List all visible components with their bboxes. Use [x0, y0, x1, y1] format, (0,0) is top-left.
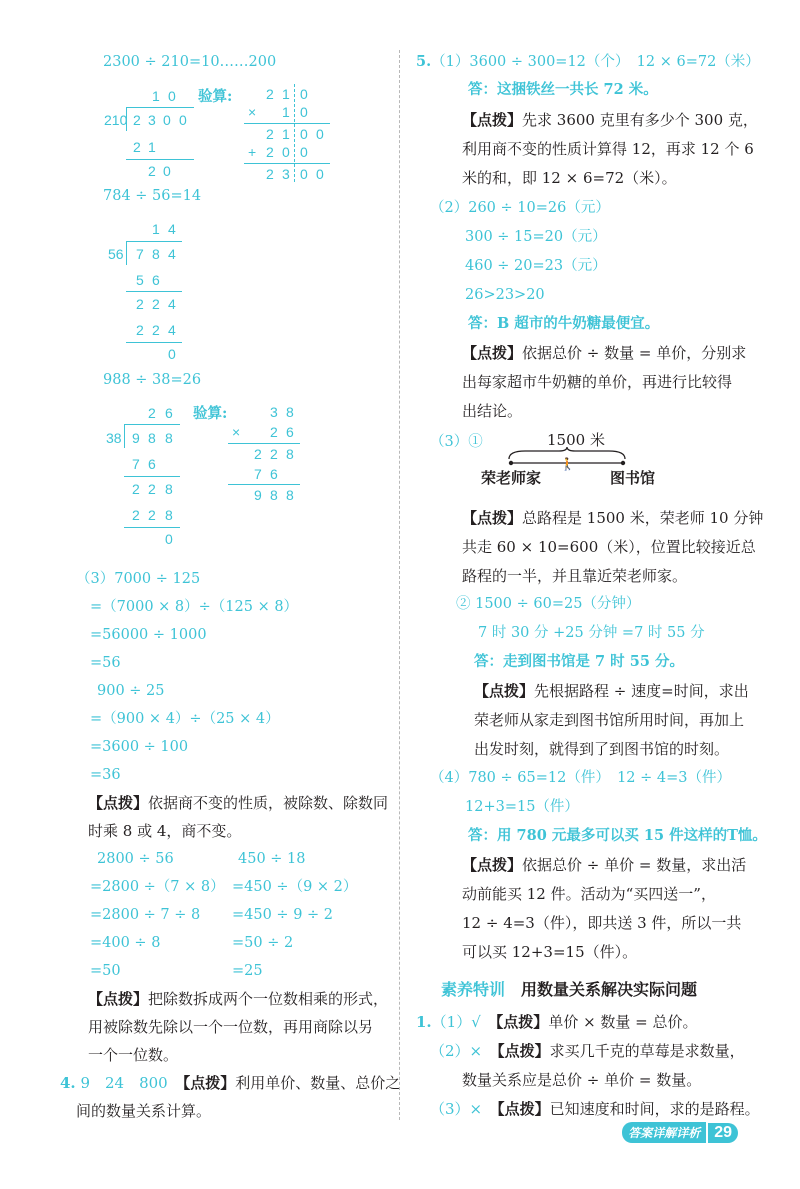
q5-4-line2: 12+3=15（件）	[465, 799, 579, 815]
tip-5-4: 【点拨】先根据路程 ÷ 速度=时间，求出	[474, 682, 749, 700]
diagram-home-label: 荣老师家	[481, 469, 542, 487]
part3-line4: =56	[90, 655, 121, 671]
page-footer	[622, 1122, 738, 1143]
q5-3-2-line2: 7 时 30 分 +25 分钟 =7 时 55 分	[478, 625, 705, 641]
equation-988: 988 ÷ 38=26	[103, 372, 202, 388]
part3-line7: =3600 ÷ 100	[90, 739, 189, 755]
tip-5-5-cont: 动前能买 12 件。活动为“买四送一”，	[462, 885, 716, 903]
answer-5-4: 答：用 780 元最多可以买 15 件这样的T恤。	[468, 827, 767, 844]
diagram-distance-label: 1500 米	[547, 431, 605, 449]
calc-a4: =400 ÷ 8	[90, 935, 161, 951]
tip-5-5: 【点拨】依据总价 ÷ 单价 = 数量，求出活	[462, 856, 747, 874]
q5-2-line2: 300 ÷ 15=20（元）	[465, 229, 607, 245]
calc-b5: =25	[232, 963, 263, 979]
q5-2-line3: 460 ÷ 20=23（元）	[465, 258, 607, 274]
svg-text:🚶: 🚶	[560, 457, 575, 471]
q5-2-line4: 26>23>20	[465, 287, 545, 303]
s1-item3: （3）× 【点拨】已知速度和时间，求的是路程。	[430, 1100, 760, 1118]
tip-5-3: 【点拨】总路程是 1500 米，荣老师 10 分钟	[462, 509, 764, 527]
tip-2-cont2: 一个一位数。	[88, 1046, 179, 1064]
equation-784: 784 ÷ 56=14	[103, 188, 202, 204]
part3-line1: （3）7000 ÷ 125	[76, 571, 201, 587]
tip-5-4-cont2: 出发时刻，就得到了到图书馆的时刻。	[474, 740, 730, 758]
tip-5-4-cont: 荣老师从家走到图书馆所用时间，再加上	[474, 711, 745, 729]
tip-5-2-cont2: 出结论。	[462, 402, 523, 420]
q5-4-line1: （4）780 ÷ 65=12（件） 12 ÷ 4=3（件）	[430, 770, 731, 786]
calc-b4: =50 ÷ 2	[232, 935, 294, 951]
tip-1: 【点拨】依据商不变的性质，被除数、除数同	[88, 794, 389, 812]
question-4: 4. 9 24 800 【点拨】利用单价、数量、总价之	[60, 1074, 401, 1092]
tip-5-3-cont: 共走 60 × 10=600（米），位置比较接近总	[462, 538, 756, 556]
s1-item1: 1.（1）√ 【点拨】单价 × 数量 = 总价。	[416, 1013, 698, 1031]
s1-item2: （2）× 【点拨】求买几千克的草莓是求数量，	[430, 1042, 745, 1060]
answer-5-2: 答：B 超市的牛奶糖最便宜。	[468, 315, 660, 332]
q5-3-2-line1: ② 1500 ÷ 60=25（分钟）	[456, 596, 641, 612]
tip-5-5-cont3: 可以买 12+3=15（件）。	[462, 943, 638, 961]
tip-5-3-cont2: 路程的一半，并且靠近荣老师家。	[462, 567, 688, 585]
tip-2-cont: 用被除数先除以一个一位数，再用商除以另	[88, 1018, 374, 1036]
answer-5-1: 答：这捆铁丝一共长 72 米。	[468, 81, 658, 98]
answer-5-3: 答：走到图书馆是 7 时 55 分。	[474, 653, 684, 670]
tip-5-1: 【点拨】先求 3600 克里有多少个 300 克，	[462, 111, 758, 129]
s1-item2-cont: 数量关系应是总价 ÷ 单价 = 数量。	[462, 1071, 702, 1089]
calc-a3: =2800 ÷ 7 ÷ 8	[90, 907, 201, 923]
calc-a5: =50	[90, 963, 121, 979]
footer-label: 答案详解详析	[622, 1122, 706, 1143]
calc-b2: =450 ÷（9 × 2）	[232, 879, 358, 895]
q5-2-line1: （2）260 ÷ 10=26（元）	[430, 200, 610, 216]
page-number: 29	[708, 1123, 738, 1143]
tip-5-1-cont2: 米的和，即 12 × 6=72（米）。	[462, 169, 677, 187]
question-4-cont: 间的数量关系计算。	[76, 1102, 212, 1120]
part3-line2: =（7000 × 8）÷（125 × 8）	[90, 599, 299, 615]
check-label-2: 验算:	[193, 405, 228, 422]
tip-1-cont: 时乘 8 或 4，商不变。	[88, 822, 242, 840]
check-label: 验算:	[198, 88, 233, 105]
tip-5-2: 【点拨】依据总价 ÷ 数量 = 单价，分别求	[462, 344, 747, 362]
question-5-part1: 5.（1）3600 ÷ 300=12（个） 12 × 6=72（米）	[416, 53, 760, 70]
part3-line8: =36	[90, 767, 121, 783]
tip-5-5-cont2: 12 ÷ 4=3（件），即共送 3 件，所以一共	[462, 914, 742, 932]
column-divider	[399, 50, 400, 1120]
part3-line3: =56000 ÷ 1000	[90, 627, 207, 643]
calc-a2: =2800 ÷（7 × 8）	[90, 879, 225, 895]
calc-b3: =450 ÷ 9 ÷ 2	[232, 907, 334, 923]
equation-2300: 2300 ÷ 210=10……200	[103, 54, 277, 70]
q5-3-label: （3）①	[430, 434, 483, 450]
calc-b1: 450 ÷ 18	[238, 851, 306, 867]
calc-a1: 2800 ÷ 56	[97, 851, 174, 867]
part3-line5: 900 ÷ 25	[97, 683, 165, 699]
diagram-library-label: 图书馆	[610, 469, 656, 487]
part3-line6: =（900 × 4）÷（25 × 4）	[90, 711, 280, 727]
tip-5-2-cont: 出每家超市牛奶糖的单价，再进行比较得	[462, 373, 733, 391]
tip-2: 【点拨】把除数拆成两个一位数相乘的形式，	[88, 990, 389, 1008]
section-heading: 素养特训 用数量关系解决实际问题	[441, 982, 698, 999]
tip-5-1-cont: 利用商不变的性质计算得 12，再求 12 个 6	[462, 140, 754, 158]
